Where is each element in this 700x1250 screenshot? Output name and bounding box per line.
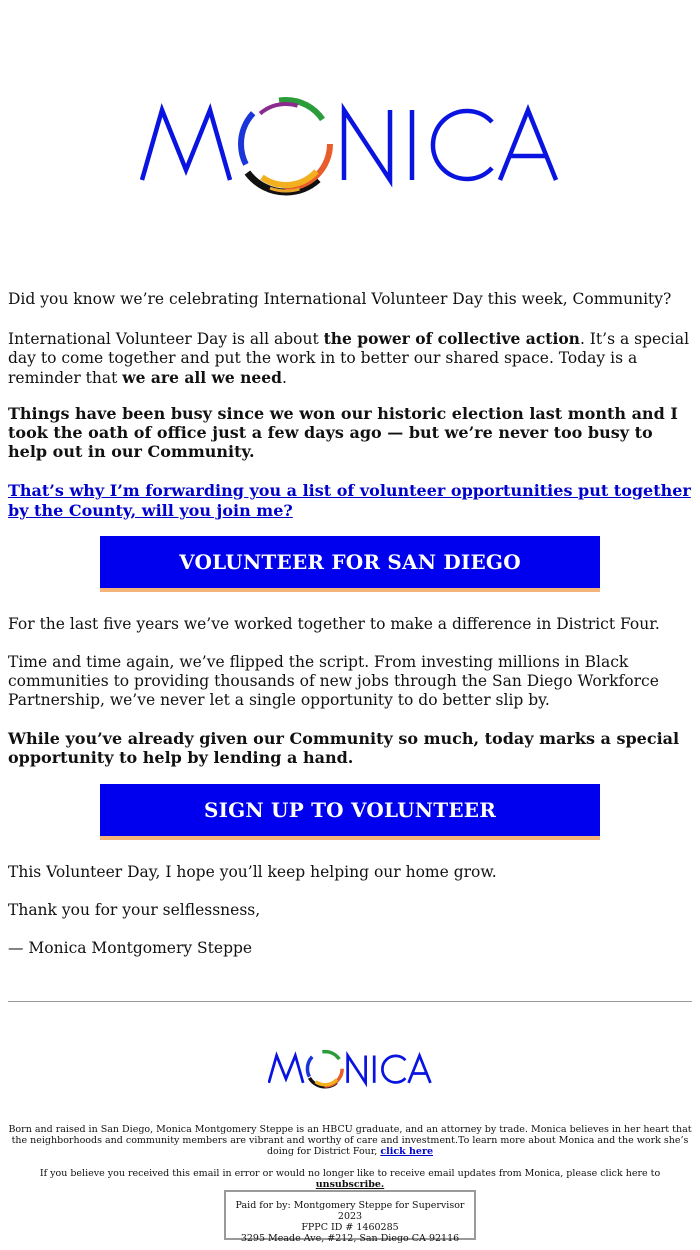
address-line: 3295 Meade Ave, #212, San Diego CA 92116: [240, 1233, 460, 1244]
signature: — Monica Montgomery Steppe: [8, 939, 253, 957]
unsubscribe-link[interactable]: unsubscribe.: [315, 1179, 385, 1190]
volunteer-day-paragraph: This Volunteer Day, I hope you’ll keep helping our home grow.: [8, 863, 497, 881]
collective-action-paragraph: [8, 329, 692, 388]
unsubscribe-text: If you believe you received this email in error or would no longer like to receive email updates from Monica, please click here to: [39, 1168, 661, 1179]
p2-text-a: International Volunteer Day is all about: [8, 330, 324, 348]
fppc-id-line: FPPC ID # 1460285: [301, 1222, 399, 1233]
p2-bold-a: the power of collective action: [323, 329, 580, 348]
footer-unsubscribe: [8, 1168, 692, 1190]
volunteer-for-san-diego-button[interactable]: VOLUNTEER FOR SAN DIEGO: [100, 536, 600, 592]
logo-ring: [238, 96, 334, 192]
logo-letters-left: [142, 110, 230, 180]
five-years-paragraph: For the last five years we’ve worked together to make a difference in District Four.: [8, 615, 660, 633]
learn-more-link[interactable]: click here: [380, 1146, 434, 1157]
thank-you-paragraph: Thank you for your selflessness,: [8, 901, 261, 919]
logo-letters-right: [344, 110, 556, 180]
intro-paragraph: Did you know we’re celebrating International Volunteer Day this week, Community?: [8, 290, 672, 308]
flipped-script-paragraph: Time and time again, we’ve flipped the script. From investing millions in Black communities to providing thousands of new jobs through the San Diego Workforce Partnership, we’ve never let a single opportunity to do better slip by.: [8, 653, 659, 709]
footer-bio-text: Born and raised in San Diego, Monica Montgomery Steppe is an HBCU graduate, and an attorney by trade. Monica believes in her heart that the neighborhoods and community members are vibrant and worthy of care and investment.To learn more about Monica and the work she’s doing for District Four,: [8, 1124, 692, 1157]
footer-bio: [8, 1124, 692, 1157]
p2-bold-b: we are all we need: [122, 368, 282, 387]
volunteer-list-link[interactable]: That’s why I’m forwarding you a list of volunteer opportunities put together by the County, will you join me?: [8, 481, 691, 520]
sign-up-to-volunteer-button[interactable]: SIGN UP TO VOLUNTEER: [100, 784, 600, 840]
logo-footer-graphic: [268, 1042, 432, 1094]
p2-text-b: . It’s a special day to come together and put the work in to better our shared space. Today is a reminder that: [8, 330, 690, 387]
monica-logo[interactable]: [0, 82, 700, 202]
logo-graphic: [140, 82, 560, 202]
paid-for-line: Paid for by: Montgomery Steppe for Supervisor 2023: [235, 1200, 465, 1222]
lending-hand-paragraph: While you’ve already given our Community so much, today marks a special opportunity to help by lending a hand.: [8, 729, 680, 767]
volunteer-list-link-wrap: [8, 481, 692, 521]
p2-text-c: .: [281, 369, 287, 387]
election-paragraph: Things have been busy since we won our historic election last month and I took the oath of office just a few days ago — but we’re never too busy to help out in our Community.: [8, 404, 678, 461]
footer-divider: [8, 1001, 692, 1002]
monica-logo-footer[interactable]: [0, 1042, 700, 1098]
paid-for-box: [224, 1190, 476, 1244]
